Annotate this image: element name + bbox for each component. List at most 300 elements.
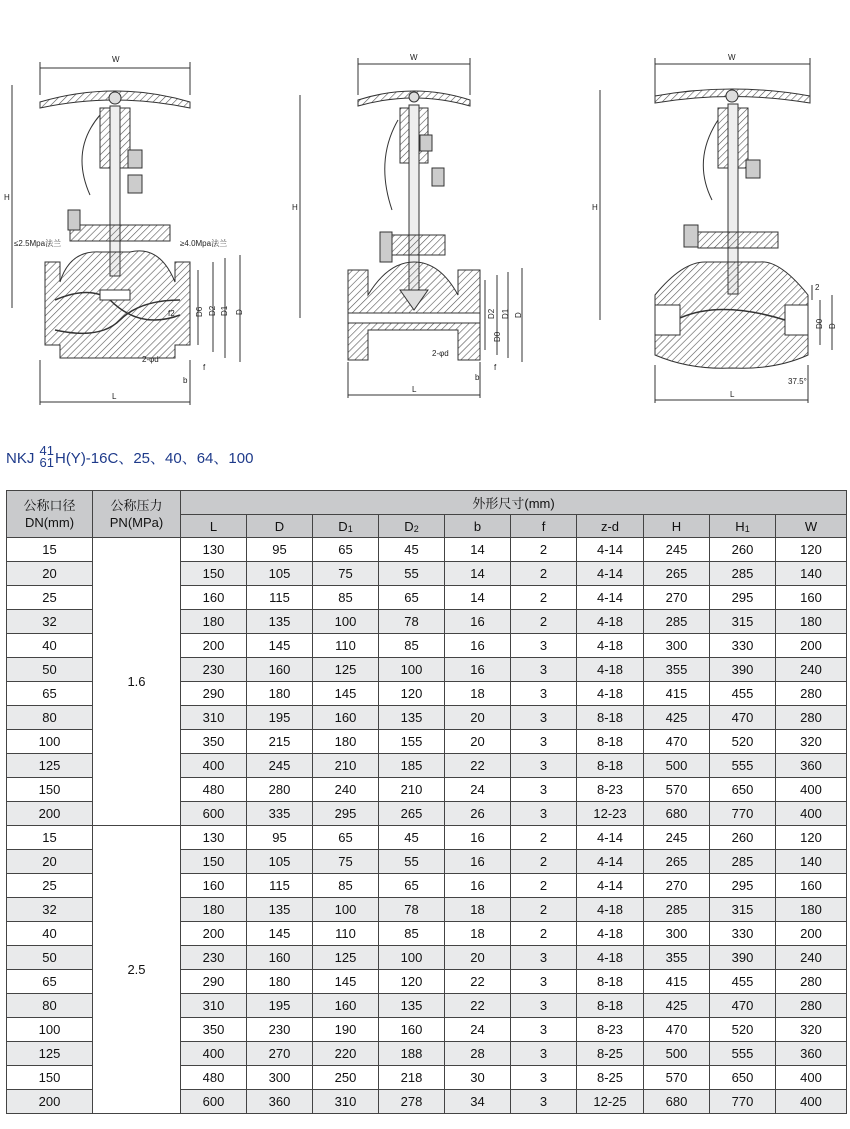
middle-d1-label: D1 [501,308,510,319]
table-cell: 3 [511,802,577,826]
table-cell: 16 [445,874,511,898]
middle-w-label: W [410,53,418,62]
table-cell: 16 [445,850,511,874]
left-l-label: L [112,392,117,401]
model-fraction-bottom: 61 [39,455,54,471]
table-cell: 200 [776,634,847,658]
table-cell: 95 [247,538,313,562]
column-header-main: H [671,518,682,534]
table-cell: 8-18 [577,730,644,754]
table-cell: 16 [445,634,511,658]
table-cell: 24 [445,1018,511,1042]
table-cell: 400 [776,778,847,802]
column-header-main: f [541,518,546,534]
column-header [776,515,847,538]
table-cell: 105 [247,562,313,586]
table-cell: 480 [181,1066,247,1090]
right-valve-drawing [592,53,837,403]
cell-dn: 100 [7,730,93,754]
left-bolt-label: 2-φd [142,355,159,364]
table-cell: 245 [644,538,710,562]
table-cell: 285 [644,898,710,922]
table-cell: 315 [710,610,776,634]
table-cell: 240 [776,946,847,970]
table-cell: 260 [710,826,776,850]
table-cell: 310 [313,1090,379,1114]
table-cell: 78 [379,898,445,922]
cell-dn: 15 [7,826,93,850]
table-cell: 210 [313,754,379,778]
table-cell: 320 [776,730,847,754]
table-cell: 155 [379,730,445,754]
column-header [379,515,445,538]
table-cell: 130 [181,538,247,562]
table-cell: 400 [181,1042,247,1066]
table-cell: 400 [776,1066,847,1090]
table-cell: 135 [247,898,313,922]
table-cell: 65 [379,874,445,898]
table-cell: 280 [776,994,847,1018]
table-cell: 3 [511,706,577,730]
table-cell: 4-14 [577,538,644,562]
table-cell: 110 [313,634,379,658]
left-valve-drawing [4,55,244,405]
valve-drawings [0,0,850,420]
table-cell: 390 [710,946,776,970]
table-cell: 135 [379,994,445,1018]
table-cell: 3 [511,730,577,754]
cell-dn: 32 [7,898,93,922]
table-cell: 285 [644,610,710,634]
column-header [644,515,710,538]
table-cell: 22 [445,994,511,1018]
table-cell: 34 [445,1090,511,1114]
table-cell: 680 [644,1090,710,1114]
table-cell: 470 [710,706,776,730]
middle-b-label: b [475,373,480,382]
table-cell: 145 [247,922,313,946]
table-cell: 4-18 [577,682,644,706]
table-cell: 3 [511,658,577,682]
table-cell: 3 [511,634,577,658]
table-row [7,826,847,850]
table-cell: 770 [710,802,776,826]
table-cell: 290 [181,682,247,706]
table-cell: 16 [445,658,511,682]
cell-dn: 65 [7,970,93,994]
right-w-label: W [728,53,736,62]
table-cell: 150 [181,850,247,874]
table-cell: 200 [776,922,847,946]
table-cell: 310 [181,994,247,1018]
table-cell: 75 [313,562,379,586]
table-cell: 295 [710,874,776,898]
table-cell: 22 [445,754,511,778]
cell-pn: 2.5 [93,826,181,1114]
table-cell: 85 [313,874,379,898]
table-cell: 8-18 [577,970,644,994]
table-cell: 210 [379,778,445,802]
table-cell: 45 [379,538,445,562]
table-cell: 135 [379,706,445,730]
table-cell: 2 [511,538,577,562]
table-cell: 65 [379,586,445,610]
table-cell: 12-23 [577,802,644,826]
left-d-label: D [235,309,244,315]
left-d2-label: D2 [208,305,217,316]
model-title [6,443,254,471]
table-cell: 4-18 [577,922,644,946]
cell-dn: 200 [7,1090,93,1114]
cell-dn: 25 [7,874,93,898]
cell-dn: 200 [7,802,93,826]
table-cell: 470 [644,1018,710,1042]
table-cell: 230 [181,658,247,682]
table-cell: 160 [247,946,313,970]
table-cell: 3 [511,1042,577,1066]
table-cell: 4-18 [577,658,644,682]
table-cell: 360 [776,1042,847,1066]
table-cell: 500 [644,1042,710,1066]
table-cell: 2 [511,898,577,922]
table-cell: 330 [710,922,776,946]
column-header [710,515,776,538]
table-cell: 185 [379,754,445,778]
cell-dn: 125 [7,754,93,778]
table-cell: 16 [445,610,511,634]
table-cell: 125 [313,946,379,970]
table-cell: 3 [511,970,577,994]
table-cell: 555 [710,754,776,778]
middle-l-label: L [412,385,417,394]
column-header-sub: 2 [413,523,419,534]
cell-dn: 20 [7,850,93,874]
cell-dn: 15 [7,538,93,562]
column-header [181,515,247,538]
table-cell: 520 [710,730,776,754]
table-cell: 195 [247,706,313,730]
table-cell: 18 [445,922,511,946]
left-f-label: f [203,363,206,372]
table-cell: 240 [776,658,847,682]
table-cell: 26 [445,802,511,826]
table-cell: 120 [776,538,847,562]
column-header [313,515,379,538]
table-cell: 680 [644,802,710,826]
table-cell: 200 [181,634,247,658]
table-cell: 295 [313,802,379,826]
table-cell: 3 [511,1018,577,1042]
table-cell: 270 [247,1042,313,1066]
table-cell: 278 [379,1090,445,1114]
column-header-sub: 1 [347,523,353,534]
table-cell: 195 [247,994,313,1018]
table-cell: 22 [445,970,511,994]
cell-dn: 40 [7,922,93,946]
table-cell: 2 [511,922,577,946]
right-z-label: 2 [815,283,820,292]
middle-h-label: H [292,203,298,212]
cell-dn: 20 [7,562,93,586]
table-cell: 600 [181,1090,247,1114]
table-cell: 75 [313,850,379,874]
table-cell: 2 [511,826,577,850]
table-cell: 3 [511,1090,577,1114]
table-cell: 4-18 [577,610,644,634]
table-cell: 295 [710,586,776,610]
table-cell: 355 [644,946,710,970]
cell-dn: 150 [7,778,93,802]
table-cell: 230 [247,1018,313,1042]
table-cell: 570 [644,778,710,802]
table-cell: 4-18 [577,946,644,970]
table-cell: 230 [181,946,247,970]
table-cell: 30 [445,1066,511,1090]
table-cell: 3 [511,778,577,802]
cell-dn: 50 [7,946,93,970]
table-cell: 300 [644,634,710,658]
table-cell: 470 [644,730,710,754]
table-cell: 78 [379,610,445,634]
table-cell: 4-14 [577,562,644,586]
cell-dn: 125 [7,1042,93,1066]
left-flange-small-note: ≤2.5Mpa法兰 [14,239,62,248]
left-flange-large-note: ≥4.0Mpa法兰 [180,239,228,248]
table-cell: 100 [379,946,445,970]
table-cell: 8-23 [577,778,644,802]
table-cell: 110 [313,922,379,946]
left-d1-label: D1 [220,305,229,316]
table-cell: 650 [710,778,776,802]
middle-valve-drawing [292,53,523,398]
table-cell: 3 [511,1066,577,1090]
table-cell: 2 [511,874,577,898]
left-f2-label: f2 [168,309,175,318]
table-cell: 360 [776,754,847,778]
table-cell: 270 [644,586,710,610]
column-header-main: D [404,518,414,534]
middle-d-label: D [514,312,523,318]
table-cell: 180 [776,610,847,634]
model-suffix: H(Y)-16C、25、40、64、100 [54,450,254,467]
column-header-main: W [804,518,818,534]
table-cell: 415 [644,682,710,706]
table-cell: 12-25 [577,1090,644,1114]
column-header-main: D [274,518,285,534]
table-cell: 95 [247,826,313,850]
column-header [577,515,644,538]
cell-dn: 40 [7,634,93,658]
table-cell: 4-14 [577,826,644,850]
right-d0-label: D0 [815,318,824,329]
table-cell: 8-18 [577,994,644,1018]
table-cell: 8-23 [577,1018,644,1042]
table-cell: 180 [181,610,247,634]
table-cell: 100 [313,610,379,634]
table-cell: 4-14 [577,586,644,610]
table-cell: 285 [710,850,776,874]
table-cell: 2 [511,562,577,586]
table-cell: 470 [710,994,776,1018]
table-cell: 18 [445,682,511,706]
table-cell: 145 [313,682,379,706]
table-cell: 265 [379,802,445,826]
table-cell: 3 [511,682,577,706]
table-cell: 16 [445,826,511,850]
table-cell: 2 [511,610,577,634]
table-cell: 140 [776,850,847,874]
table-row [7,538,847,562]
table-cell: 65 [313,826,379,850]
table-cell: 55 [379,562,445,586]
table-cell: 20 [445,946,511,970]
column-header-main: L [209,518,218,534]
cell-pn: 1.6 [93,538,181,826]
cell-dn: 150 [7,1066,93,1090]
table-cell: 270 [644,874,710,898]
table-cell: 280 [247,778,313,802]
table-cell: 160 [313,706,379,730]
column-header-main: b [473,518,482,534]
table-cell: 2 [511,586,577,610]
table-cell: 45 [379,826,445,850]
table-cell: 280 [776,682,847,706]
cell-dn: 65 [7,682,93,706]
table-cell: 4-18 [577,634,644,658]
table-cell: 85 [379,922,445,946]
table-cell: 125 [313,658,379,682]
cell-dn: 80 [7,706,93,730]
table-cell: 18 [445,898,511,922]
table-cell: 240 [313,778,379,802]
table-cell: 180 [247,682,313,706]
cell-dn: 100 [7,1018,93,1042]
table-cell: 280 [776,970,847,994]
table-cell: 120 [776,826,847,850]
table-cell: 400 [776,802,847,826]
table-cell: 24 [445,778,511,802]
table-cell: 28 [445,1042,511,1066]
table-cell: 55 [379,850,445,874]
right-h-label: H [592,203,598,212]
table-cell: 188 [379,1042,445,1066]
table-cell: 290 [181,970,247,994]
table-cell: 455 [710,970,776,994]
table-cell: 160 [181,586,247,610]
header-pn-line2: PN(MPa) [109,515,164,530]
table-cell: 3 [511,754,577,778]
table-cell: 218 [379,1066,445,1090]
table-cell: 285 [710,562,776,586]
table-cell: 180 [181,898,247,922]
table-cell: 3 [511,994,577,1018]
table-cell: 120 [379,970,445,994]
cell-dn: 32 [7,610,93,634]
middle-d2-label: D2 [487,308,496,319]
cell-dn: 50 [7,658,93,682]
table-cell: 160 [776,874,847,898]
table-cell: 300 [247,1066,313,1090]
left-d6-label: D6 [195,306,204,317]
column-header-main: z-d [600,518,620,534]
column-header [247,515,313,538]
table-cell: 115 [247,586,313,610]
table-cell: 355 [644,658,710,682]
table-cell: 65 [313,538,379,562]
table-cell: 130 [181,826,247,850]
header-dimensions-group: 外形尺寸(mm) [181,491,847,515]
table-cell: 310 [181,706,247,730]
table-cell: 280 [776,706,847,730]
left-h-label: H [4,193,10,202]
table-cell: 180 [313,730,379,754]
column-header-sub: 1 [744,523,750,534]
right-d-label: D [828,323,837,329]
middle-f-label: f [494,363,497,372]
table-cell: 160 [181,874,247,898]
middle-d0-label: D0 [493,331,502,342]
table-cell: 260 [710,538,776,562]
table-cell: 320 [776,1018,847,1042]
table-cell: 245 [247,754,313,778]
table-cell: 140 [776,562,847,586]
table-cell: 20 [445,730,511,754]
table-cell: 330 [710,634,776,658]
table-cell: 555 [710,1042,776,1066]
table-cell: 8-25 [577,1042,644,1066]
table-cell: 2 [511,850,577,874]
table-cell: 4-18 [577,898,644,922]
table-cell: 4-14 [577,874,644,898]
table-cell: 570 [644,1066,710,1090]
table-cell: 14 [445,586,511,610]
table-cell: 145 [313,970,379,994]
table-cell: 265 [644,562,710,586]
column-header [445,515,511,538]
cell-dn: 25 [7,586,93,610]
dimension-table [6,490,847,1114]
table-cell: 100 [379,658,445,682]
table-cell: 350 [181,1018,247,1042]
table-cell: 190 [313,1018,379,1042]
table-cell: 3 [511,946,577,970]
model-fraction [40,445,54,469]
table-cell: 200 [181,922,247,946]
table-cell: 115 [247,874,313,898]
right-l-label: L [730,390,735,399]
table-cell: 360 [247,1090,313,1114]
table-cell: 650 [710,1066,776,1090]
middle-bolt-label: 2-φd [432,349,449,358]
table-cell: 145 [247,634,313,658]
column-header-main: H [735,518,745,534]
left-w-label: W [112,55,120,64]
left-b-label: b [183,376,188,385]
table-cell: 160 [313,994,379,1018]
header-dn [7,491,93,538]
table-cell: 315 [710,898,776,922]
header-dn-line2: DN(mm) [24,515,75,530]
table-cell: 135 [247,610,313,634]
header-dn-line1: 公称口径 [23,498,76,513]
table-cell: 265 [644,850,710,874]
table-cell: 350 [181,730,247,754]
table-cell: 455 [710,682,776,706]
table-cell: 425 [644,706,710,730]
table-cell: 335 [247,802,313,826]
table-cell: 600 [181,802,247,826]
table-cell: 8-25 [577,1066,644,1090]
